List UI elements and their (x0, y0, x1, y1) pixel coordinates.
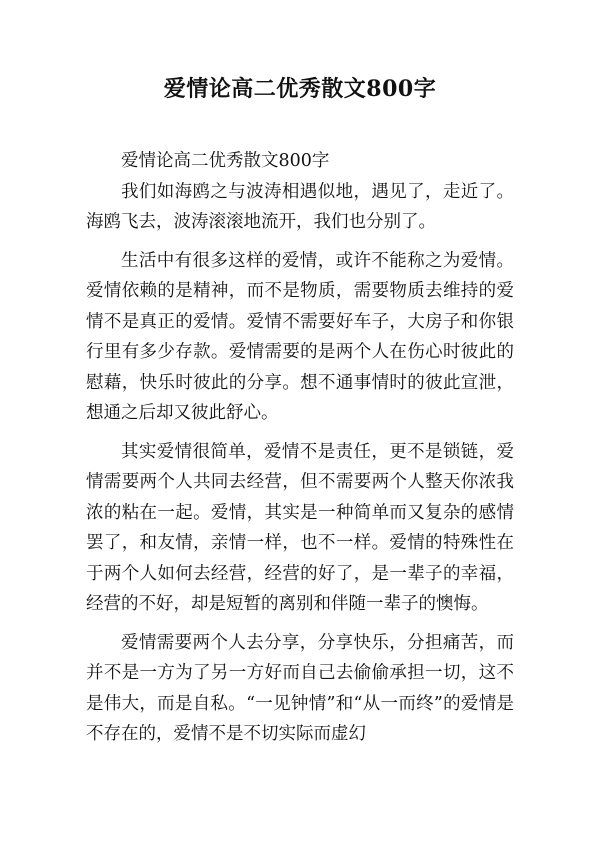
paragraph-3: 其实爱情很简单，爱情不是责任，更不是锁链，爱情需要两个人共同去经营，但不需要两个人整天你浓我浓的粘在一起。爱情，其实是一种简单而又复杂的感情罢了，和友情，亲情一样，也不一样。爱情的特殊性在于两个人如何去经营，经营的好了，是一辈子的幸福，经营的不好，却是短暂的离别和伴随一辈子的懊悔。 (86, 441, 514, 614)
document-title: 爱情论高二优秀散文800字 (163, 76, 437, 102)
document-body (86, 146, 514, 758)
document-subtitle: 爱情论高二优秀散文800字 (121, 151, 330, 171)
paragraph-1: 我们如海鸥之与波涛相遇似地，遇见了，走近了。海鸥飞去，波涛滚滚地流开，我们也分别了。 (86, 181, 514, 232)
paragraph-4: 爱情需要两个人去分享，分享快乐，分担痛苦，而并不是一方为了另一方好而自己去偷偷承担一切，这不是伟大，而是自私。“一见钟情”和“从一而终”的爱情是不存在的，爱情不是不切实际而虚幻 (86, 632, 514, 744)
paragraph-2: 生活中有很多这样的爱情，或许不能称之为爱情。爱情依赖的是精神，而不是物质，需要物质去维持的爱情不是真正的爱情。爱情不需要好车子，大房子和你银行里有多少存款。爱情需要的是两个人在伤心时彼此的慰藉，快乐时彼此的分享。想不通事情时的彼此宣泄，想通之后却又彼此舒心。 (86, 250, 514, 423)
